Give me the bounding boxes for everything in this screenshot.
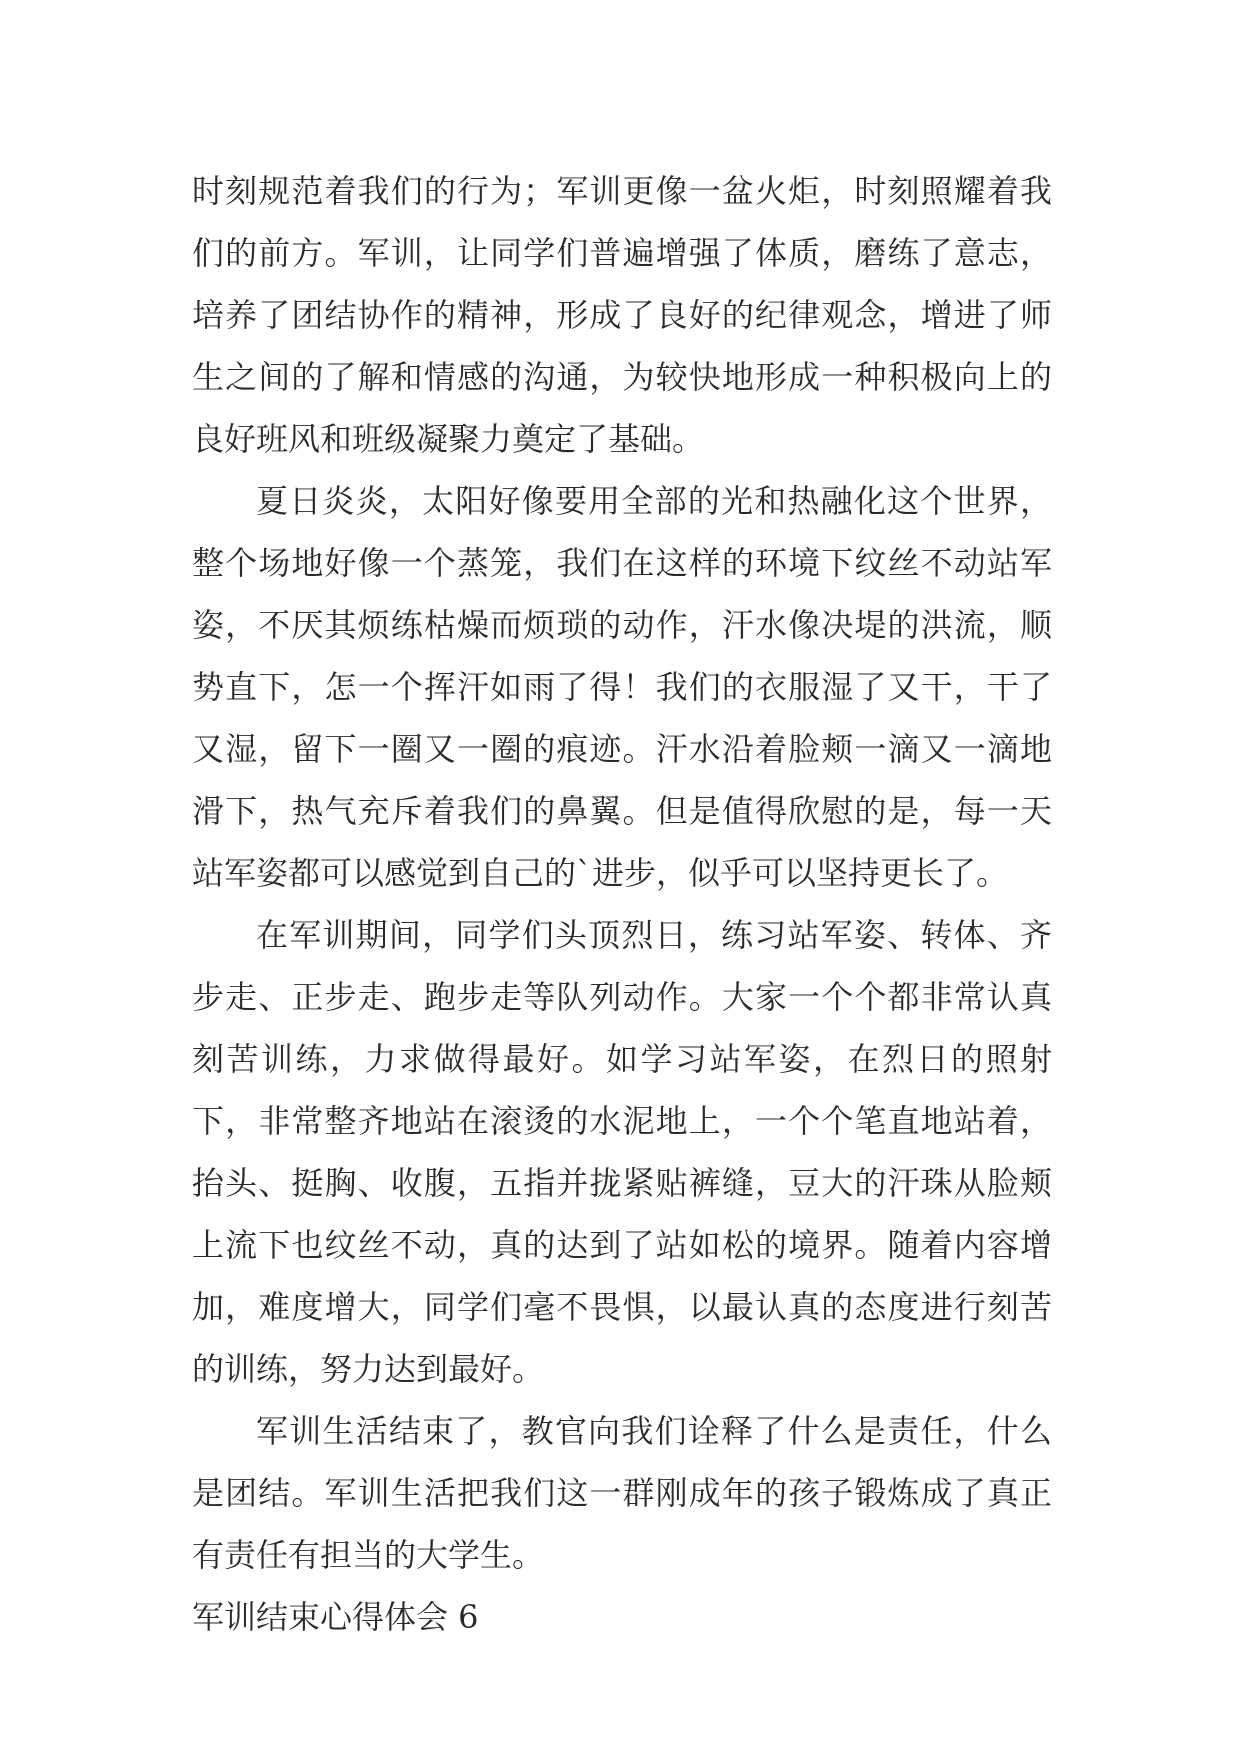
document-body: [192, 160, 1052, 1648]
paragraph-1: 时刻规范着我们的行为；军训更像一盆火炬，时刻照耀着我们的前方。军训，让同学们普遍增强了体质，磨练了意志，培养了团结协作的精神，形成了良好的纪律观念，增进了师生之间的了解和情感的沟通，为较快地形成一种积极向上的良好班风和班级凝聚力奠定了基础。: [192, 172, 1052, 458]
section-heading: 军训结束心得体会 6: [192, 1598, 479, 1636]
paragraph-3: 在军训期间，同学们头顶烈日，练习站军姿、转体、齐步走、正步走、跑步走等队列动作。大家一个个都非常认真刻苦训练，力求做得最好。如学习站军姿，在烈日的照射下，非常整齐地站在滚烫的水泥地上，一个个笔直地站着，抬头、挺胸、收腹，五指并拢紧贴裤缝，豆大的汗珠从脸颊上流下也纹丝不动，真的达到了站如松的境界。随着内容增加，难度增大，同学们毫不畏惧，以最认真的态度进行刻苦的训练，努力达到最好。: [192, 916, 1052, 1388]
paragraph-4: 军训生活结束了，教官向我们诠释了什么是责任，什么是团结。军训生活把我们这一群刚成年的孩子锻炼成了真正有责任有担当的大学生。: [192, 1412, 1052, 1574]
paragraph-2: 夏日炎炎，太阳好像要用全部的光和热融化这个世界，整个场地好像一个蒸笼，我们在这样的环境下纹丝不动站军姿，不厌其烦练枯燥而烦琐的动作，汗水像决堤的洪流，顺势直下，怎一个挥汗如雨了得！我们的衣服湿了又干，干了又湿，留下一圈又一圈的痕迹。汗水沿着脸颊一滴又一滴地滑下，热气充斥着我们的鼻翼。但是值得欣慰的是，每一天站军姿都可以感觉到自己的`进步，似乎可以坚持更长了。: [192, 482, 1052, 892]
